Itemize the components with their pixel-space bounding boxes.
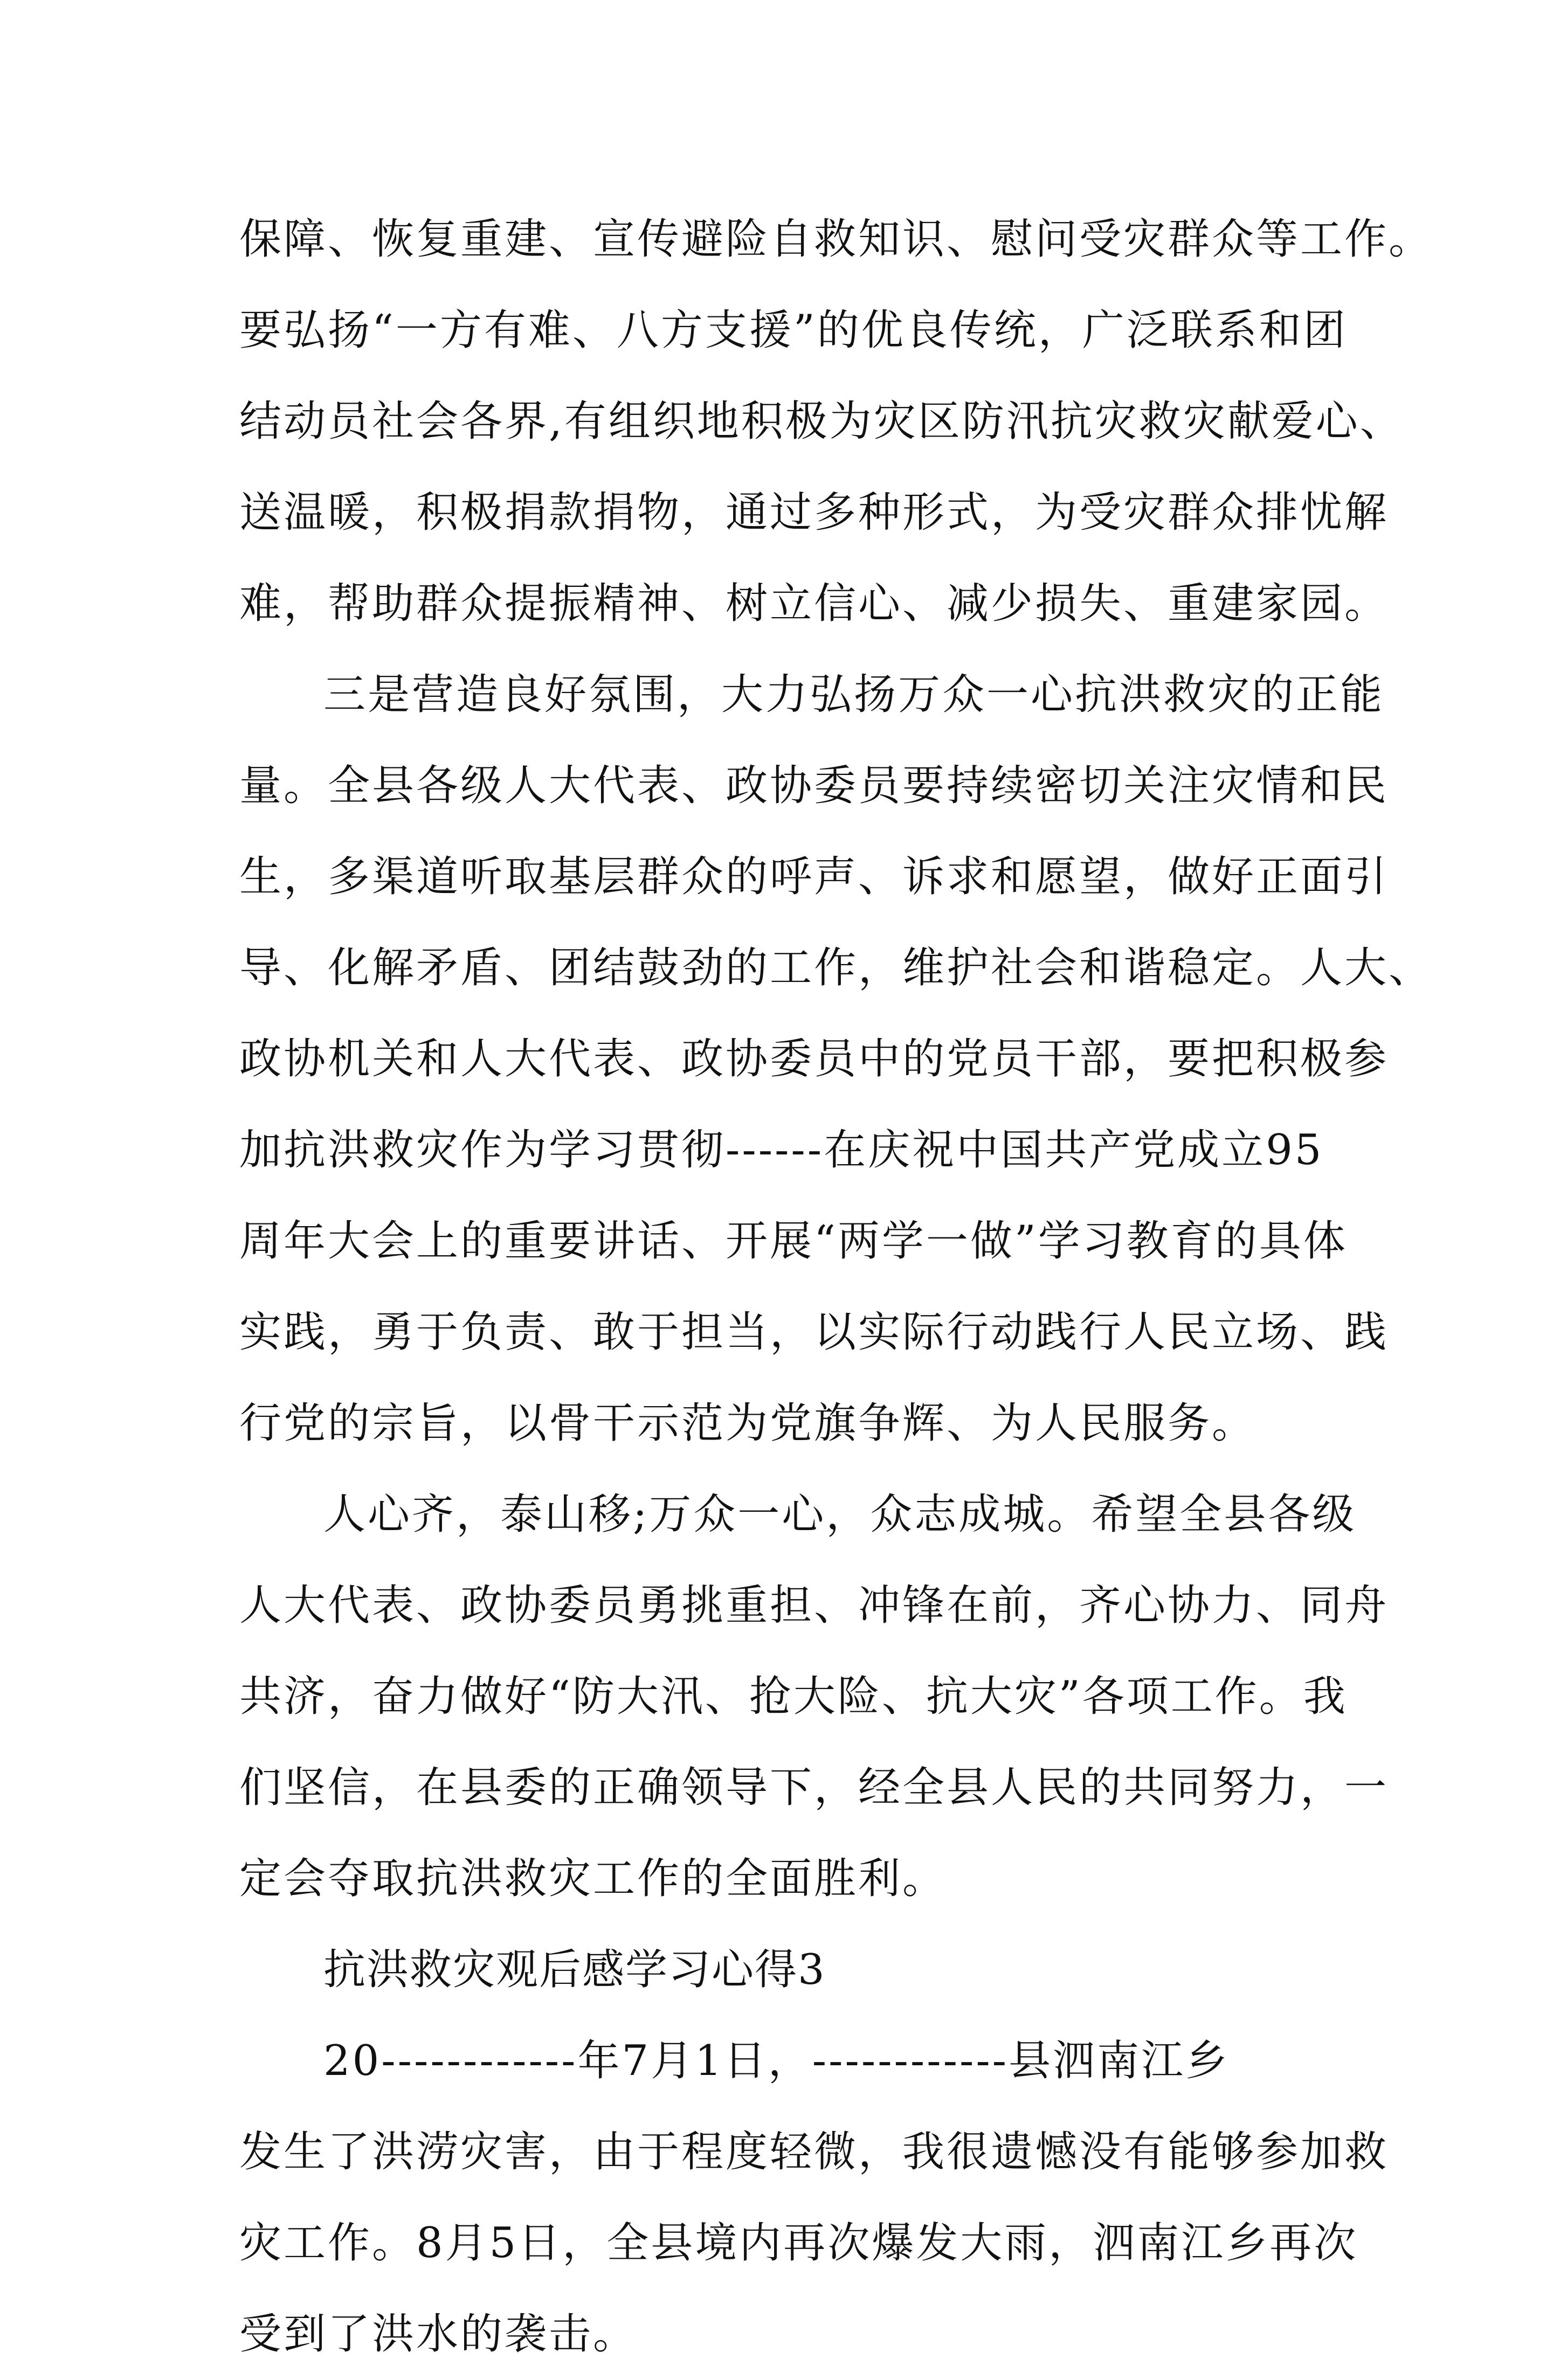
paragraph-conclusion [239,1469,1389,1925]
section-heading [239,1925,1371,2016]
text-line: 人大代表、政协委员勇挑重担、冲锋在前，齐心协力、同舟 [239,1581,1389,1630]
text-line: 定会夺取抗洪救灾工作的全面胜利。 [239,1855,947,1903]
paragraph-continuation [239,194,1433,649]
text-line: 实践，勇于负责、敢于担当，以实际行动践行人民立场、践 [239,1308,1389,1357]
text-line: 要弘扬“一方有难、八方支援”的优良传统，广泛联系和团 [239,306,1348,355]
text-line: 结动员社会各界,有组织地积极为灾区防汛抗灾救灾献爱心、 [239,397,1404,446]
text-line: 保障、恢复重建、宣传避险自救知识、慰问受灾群众等工作。 [239,215,1433,264]
text-line: 量。全县各级人大代表、政协委员要持续密切关注灾情和民 [239,762,1389,810]
text-line: 行党的宗旨，以骨干示范为党旗争辉、为人民服务。 [239,1399,1257,1448]
text-line-first: 20------------年7月1日，------------县泗南江乡 [323,2037,1230,2085]
text-line-first: 三是营造良好氛围，大力弘扬万众一心抗洪救灾的正能 [323,670,1385,719]
text-line: 灾工作。8月5日，全县境内再次爆发大雨，泗南江乡再次 [239,2219,1358,2267]
text-line: 们坚信，在县委的正确领导下，经全县人民的共同努力，一 [239,1763,1389,1812]
text-line: 难，帮助群众提振精神、树立信心、减少损失、重建家园。 [239,579,1389,628]
text-line: 加抗洪救灾作为学习贯彻------在庆祝中国共产党成立95 [239,1126,1324,1174]
text-line: 生，多渠道听取基层群众的呼声、诉求和愿望，做好正面引 [239,853,1389,901]
text-line: 发生了洪涝灾害，由于程度轻微，我很遗憾没有能够参加救 [239,2128,1389,2176]
document-body [239,194,1433,2380]
text-line: 导、化解矛盾、团结鼓劲的工作，维护社会和谐稳定。人大、 [239,944,1433,992]
text-line: 受到了洪水的袭击。 [239,2310,638,2358]
text-line: 周年大会上的重要讲话、开展“两学一做”学习教育的具体 [239,1217,1348,1265]
text-line: 送温暖，积极捐款捐物，通过多种形式，为受灾群众排忧解 [239,488,1389,537]
text-line: 共济，奋力做好“防大汛、抢大险、抗大灾”各项工作。我 [239,1672,1348,1721]
section-heading-text: 抗洪救灾观后感学习心得3 [323,1946,826,1994]
text-line: 政协机关和人大代表、政协委员中的党员干部，要把积极参 [239,1035,1389,1083]
text-line-first: 人心齐，泰山移;万众一心，众志成城。希望全县各级 [323,1490,1357,1539]
paragraph-section3-opening [239,2016,1389,2380]
paragraph-third-point [239,649,1433,1469]
